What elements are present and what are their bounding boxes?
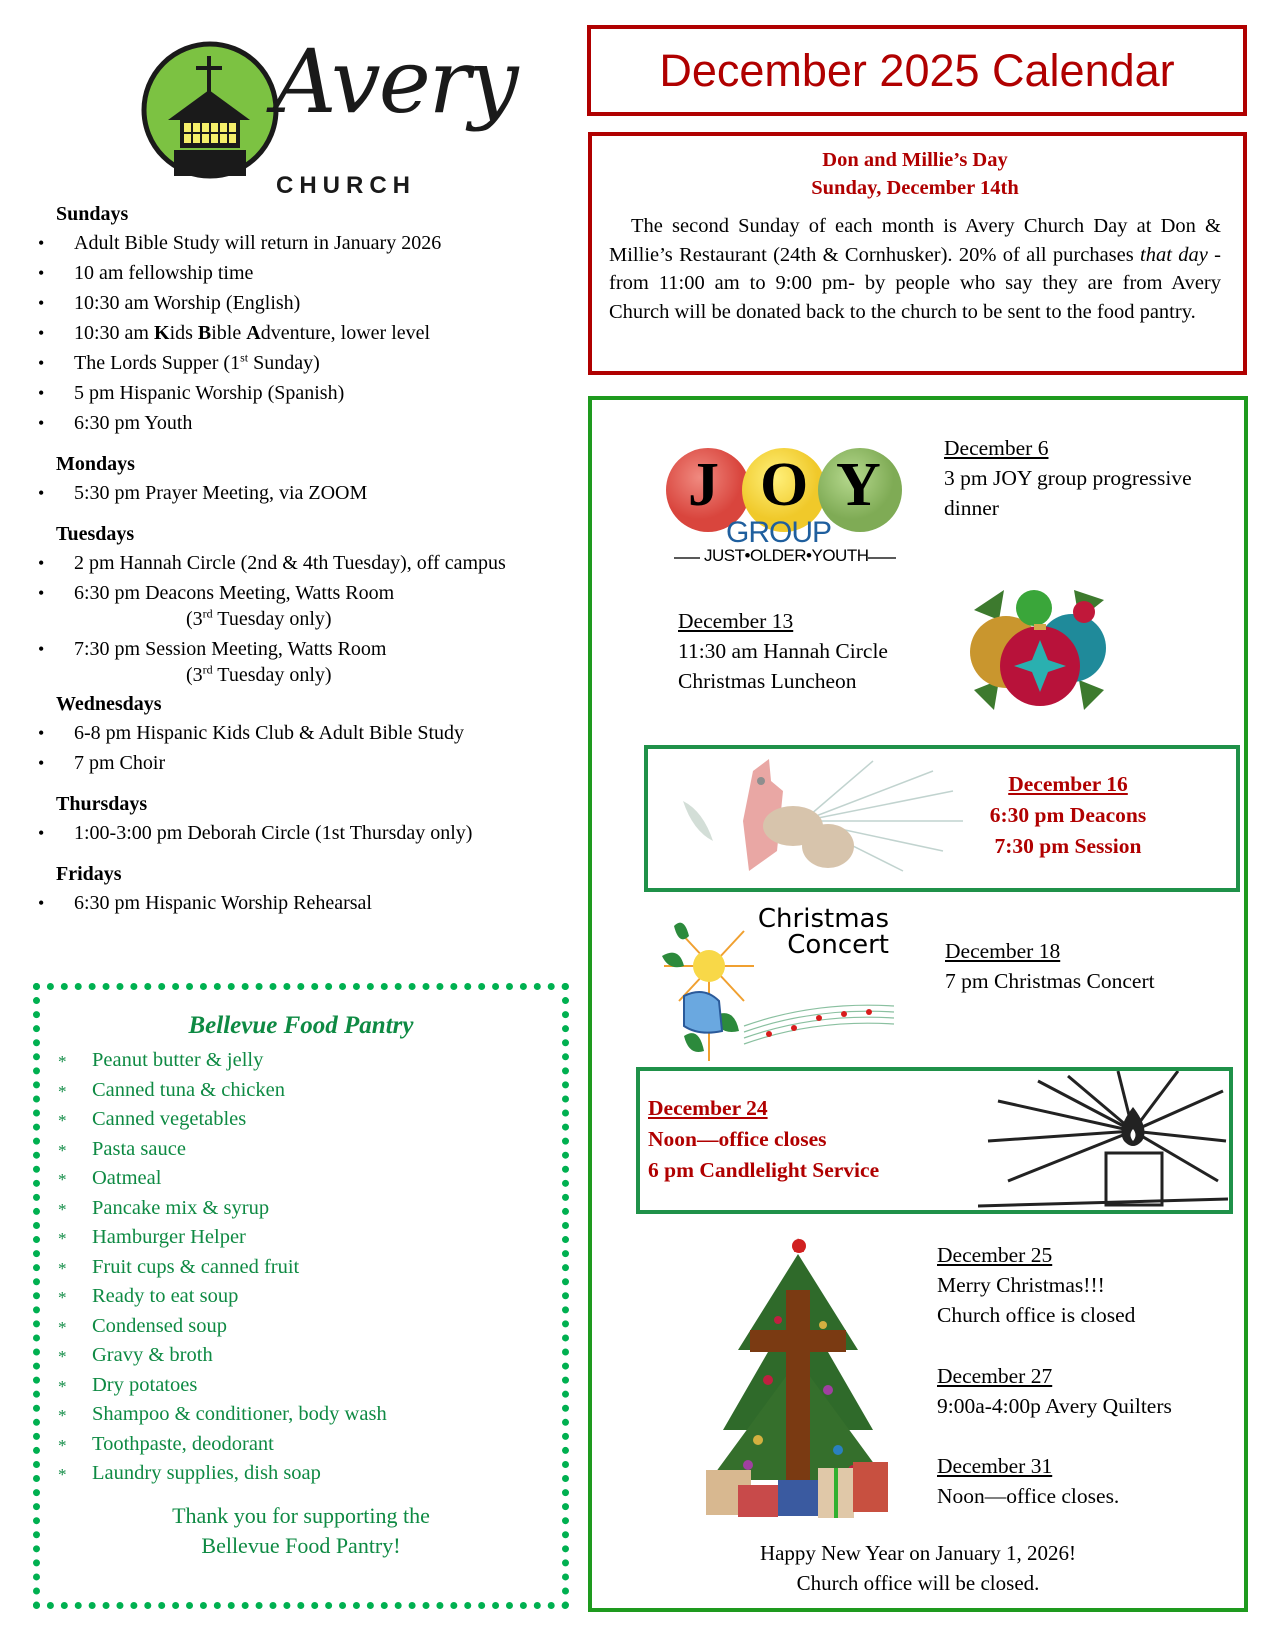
don-millie-body-italic: that day (1140, 243, 1208, 266)
schedule-item-text: 6:30 pm Deacons Meeting, Watts Room (74, 582, 395, 604)
avery-church-logo (138, 30, 517, 208)
pantry-item: * Peanut butter & jelly (40, 1046, 562, 1076)
new-year-line1: Happy New Year on January 1, 2026! (759, 1541, 1077, 1565)
pantry-item: * Toothpaste, deodorant (40, 1430, 562, 1460)
schedule-item (32, 818, 562, 848)
event-detail: 7:30 pm Session (994, 834, 1142, 858)
event-detail: 6 pm Candlelight Service (648, 1158, 880, 1182)
event-dec6 (944, 433, 1234, 523)
event-detail: 6:30 pm Deacons (989, 803, 1147, 827)
weekly-schedule (32, 200, 562, 918)
event-dec16-box (644, 745, 1240, 892)
ornaments-image (954, 570, 1124, 720)
schedule-item (32, 888, 562, 918)
page-title: December 2025 Calendar (659, 45, 1175, 96)
schedule-list (32, 478, 562, 508)
schedule-item-text: 6:30 pm Hispanic Worship Rehearsal (74, 892, 372, 914)
schedule-item (32, 288, 562, 318)
pantry-item: * Shampoo & conditioner, body wash (40, 1400, 562, 1430)
schedule-note-text: Tuesday only) (212, 608, 332, 630)
logo-subtitle: CHURCH (276, 172, 416, 199)
event-date: December 25 (937, 1243, 1053, 1267)
event-dec27 (937, 1361, 1237, 1421)
pantry-thanks (40, 1501, 562, 1561)
event-detail: Merry Christmas!!! (937, 1273, 1105, 1297)
event-detail: 9:00a-4:00p Avery Quilters (937, 1394, 1172, 1418)
schedule-item-text: 7:30 pm Session Meeting, Watts Room (74, 638, 387, 660)
pantry-item: * Hamburger Helper (40, 1223, 562, 1253)
schedule-item (32, 318, 562, 348)
event-detail: 11:30 am Hannah Circle (678, 639, 888, 663)
schedule-item (32, 478, 562, 508)
schedule-list (32, 818, 562, 848)
event-date: December 13 (678, 609, 794, 633)
events-box (588, 396, 1248, 1612)
schedule-item-text: 10:30 am Worship (English) (74, 292, 301, 314)
pantry-item: * Canned vegetables (40, 1105, 562, 1135)
event-detail: Christmas Luncheon (678, 669, 857, 693)
schedule-item (32, 258, 562, 288)
schedule-item (32, 548, 562, 578)
pantry-item: * Ready to eat soup (40, 1282, 562, 1312)
schedule-item-text: Adult Bible Study will return in January 2026 (74, 232, 442, 254)
christmas-concert-logo (654, 906, 904, 1061)
event-detail: Church office is closed (937, 1303, 1136, 1327)
schedule-item (32, 718, 562, 748)
event-date: December 24 (648, 1096, 768, 1120)
pantry-items-list (40, 1046, 562, 1489)
candle-icon (978, 1071, 1228, 1210)
new-year-note (592, 1538, 1244, 1598)
calendar-title-box (587, 25, 1247, 116)
spacer (32, 848, 562, 860)
don-millie-heading: Don and Millie’s Day (822, 149, 1008, 171)
schedule-item-text: ids (169, 322, 198, 344)
pantry-item: * Fruit cups & canned fruit (40, 1253, 562, 1283)
event-detail: 3 pm JOY group progressive (944, 466, 1192, 490)
cardinal-pine-icon (673, 751, 983, 886)
event-dec18 (945, 936, 1235, 996)
schedule-item-text: 6:30 pm Youth (74, 412, 193, 434)
event-detail: Noon—office closes (648, 1127, 827, 1151)
schedule-note-text: (3 (186, 664, 203, 686)
pantry-item: * Laundry supplies, dish soap (40, 1459, 562, 1489)
event-date: December 16 (1008, 772, 1128, 796)
concert-logo-text (744, 906, 889, 958)
day-heading: Tuesdays (56, 523, 135, 545)
food-pantry-box (33, 983, 569, 1609)
joy-tagline: JUST•OLDER•YOUTH (704, 546, 869, 565)
joy-letter-y: Y (836, 451, 881, 519)
schedule-item-note (74, 604, 562, 634)
schedule-list (32, 548, 562, 690)
spacer (32, 778, 562, 790)
ornaments-icon (954, 570, 1124, 720)
pantry-item: * Gravy & broth (40, 1341, 562, 1371)
schedule-item-text: 5 pm Hispanic Worship (Spanish) (74, 382, 345, 404)
schedule-item-text: 10 am fellowship time (74, 262, 254, 284)
don-millie-date: Sunday, December 14th (811, 177, 1019, 199)
pantry-item: * Dry potatoes (40, 1371, 562, 1401)
schedule-note-text: (3 (186, 608, 203, 630)
schedule-item-text: 10:30 am (74, 322, 154, 344)
schedule-item-text: 6-8 pm Hispanic Kids Club & Adult Bible Study (74, 722, 465, 744)
schedule-item (32, 408, 562, 438)
new-year-line2: Church office will be closed. (796, 1571, 1040, 1595)
event-date: December 6 (944, 436, 1049, 460)
joy-letter-j: J (688, 451, 719, 519)
schedule-item-text: B (197, 322, 212, 344)
day-heading: Fridays (56, 863, 122, 885)
pantry-title: Bellevue Food Pantry (188, 1012, 414, 1039)
schedule-list (32, 888, 562, 918)
pantry-thanks-line2: Bellevue Food Pantry! (201, 1532, 401, 1558)
schedule-item-text: ible (211, 322, 247, 344)
concert-logo-line1: Christmas (757, 904, 889, 934)
event-date: December 27 (937, 1364, 1053, 1388)
schedule-item-text: 7 pm Choir (74, 752, 166, 774)
schedule-item-text: K (154, 322, 170, 344)
don-millie-body (609, 212, 1221, 326)
don-millie-box (588, 132, 1247, 375)
schedule-list (32, 228, 562, 438)
schedule-item (32, 578, 562, 634)
event-detail: dinner (944, 496, 999, 520)
day-heading: Wednesdays (56, 693, 162, 715)
pantry-thanks-line1: Thank you for supporting the (172, 1502, 430, 1528)
day-heading: Mondays (56, 453, 135, 475)
event-detail: Noon—office closes. (937, 1484, 1120, 1508)
schedule-item-text: st (240, 350, 249, 365)
event-dec31 (937, 1451, 1237, 1511)
logo-wordmark: Avery (273, 30, 517, 133)
schedule-item (32, 228, 562, 258)
event-dec13 (678, 606, 938, 696)
schedule-item-text: dventure, lower level (260, 322, 431, 344)
event-dec25 (937, 1240, 1237, 1330)
schedule-item (32, 748, 562, 778)
schedule-note-text: Tuesday only) (212, 664, 332, 686)
pantry-item: * Pasta sauce (40, 1135, 562, 1165)
schedule-item-text: 5:30 pm Prayer Meeting, via ZOOM (74, 482, 368, 504)
joy-group-logo (664, 440, 904, 570)
concert-logo-line2: Concert (787, 930, 889, 960)
event-dec16 (938, 769, 1198, 862)
schedule-item-text: 1:00-3:00 pm Deborah Circle (1st Thursday only) (74, 822, 473, 844)
event-detail: 7 pm Christmas Concert (945, 969, 1155, 993)
schedule-list (32, 718, 562, 778)
schedule-item (32, 634, 562, 690)
schedule-item-text: A (246, 322, 261, 344)
schedule-item-text: Sunday) (248, 352, 320, 374)
schedule-note-text: rd (202, 606, 213, 621)
joy-group-word: GROUP (726, 516, 832, 549)
schedule-item-note (74, 660, 562, 690)
schedule-item (32, 378, 562, 408)
day-heading: Thursdays (56, 793, 148, 815)
christmas-tree-cross-image (698, 1230, 898, 1520)
don-millie-body-text: The second Sunday of each month is Avery Church Day at Don & Millie’s Restaurant (24th & Cornhusker). 20% of all purchases (609, 215, 1221, 266)
event-dec24 (648, 1093, 879, 1186)
don-millie-body-text-2: -from 11:00 am to 9:00 pm- by people who say they are from Avery Church will be donated back to the church to be sent to the food pantry. (609, 243, 1221, 323)
event-dec24-box (636, 1067, 1233, 1214)
joy-letter-o: O (760, 451, 809, 519)
pantry-item: * Oatmeal (40, 1164, 562, 1194)
event-date: December 31 (937, 1454, 1053, 1478)
schedule-note-text: rd (202, 662, 213, 677)
pantry-item: * Canned tuna & chicken (40, 1076, 562, 1106)
pantry-item: * Condensed soup (40, 1312, 562, 1342)
day-heading: Sundays (56, 203, 129, 225)
event-date: December 18 (945, 939, 1061, 963)
spacer (32, 508, 562, 520)
schedule-item-text: 2 pm Hannah Circle (2nd & 4th Tuesday), off campus (74, 552, 506, 574)
spacer (32, 438, 562, 450)
schedule-item (32, 348, 562, 378)
pantry-item: * Pancake mix & syrup (40, 1194, 562, 1224)
schedule-item-text: The Lords Supper (1 (74, 352, 241, 374)
christmas-tree-icon (698, 1230, 898, 1520)
